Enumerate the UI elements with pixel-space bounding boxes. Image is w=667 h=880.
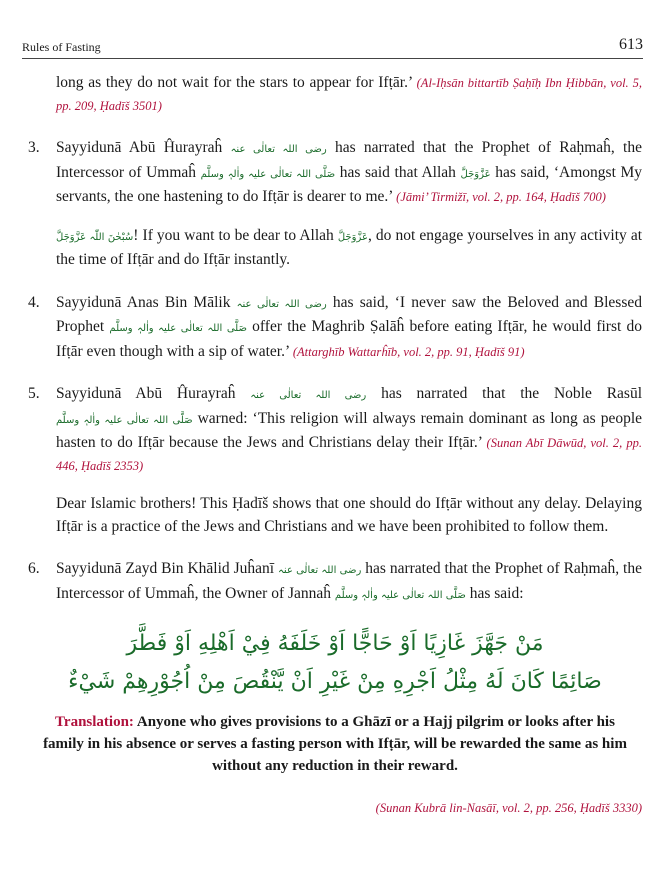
item-number: 5.	[28, 385, 40, 402]
reference: (Sunan Abī Dāwūd, vol. 2, pp. 446, Ḥadīš 2353)	[56, 436, 642, 473]
arabic-phrase: سُبْحٰنَ اللّٰہ عَزَّوَجَلَّ	[56, 231, 134, 243]
arabic-honorific: رضی اللہ تعالٰی عنہ	[230, 144, 327, 155]
translation-label: Translation:	[55, 714, 134, 730]
paragraph-text: long as they do not wait for the stars to appear for Ifṭār.’	[56, 74, 417, 91]
item-number: 6.	[28, 560, 40, 577]
numbered-item-5	[28, 383, 642, 477]
arabic-hadith-text	[28, 625, 642, 701]
numbered-item-6	[28, 558, 642, 607]
arabic-honorific: رضی اللہ تعالٰی عنہ	[236, 298, 327, 310]
translation	[38, 711, 632, 777]
arabic-line: صَائِمًا كَانَ لَهُ مِثْلُ اَجْرِهِ مِنْ غَيْرِ اَنْ يَّنْقُصَ مِنْ اُجُوْرِهِمْ شَيْءٌ	[68, 669, 602, 694]
arabic-honorific: صَلَّی اللہ تعالٰی علیہ واٰلہٖ وسلَّم	[109, 323, 247, 334]
arabic-honorific: رضی اللہ تعالٰی عنہ	[250, 390, 367, 401]
item-text: Sayyidunā Abū Ĥurayraĥ رضی اللہ تعالٰی عنہ has narrated that the Prophet of Raḥmaĥ, the Intercessor of Ummaĥ صَلَّی اللہ تعالٰی علیہ واٰلہٖ وسلَّم has said that Allah عَزَّوَجَلَّ has said, ‘Amongst My servants, the one hastening to do Ifṭār is dearer to me.’ (Jāmi’ Tirmižī, vol. 2, pp. 164, Ḥadīš 700)	[56, 139, 643, 205]
item-number: 3.	[28, 139, 40, 156]
translation-text: Anyone who gives provisions to a Ghāzī or a Hajj pilgrim or looks after his family in his absence or serves a fasting person with Ifṭār, will be rewarded the same as him without any reduction in their reward.	[43, 714, 627, 774]
commentary-paragraph: Dear Islamic brothers! This Ḥadīš shows that one should do Ifṭār without any delay. Delaying Ifṭār is a practice of the Jews and Christians and we have been prohibited to follow them.	[56, 495, 642, 535]
arabic-honorific: رضی اللہ تعالٰی عنہ	[278, 565, 362, 576]
page-content	[28, 72, 642, 820]
arabic-honorific: صَلَّی اللہ تعالٰی علیہ واٰلہٖ وسلَّم	[56, 414, 193, 426]
numbered-item-4	[28, 292, 642, 364]
item-text: Sayyidunā Abū Ĥurayraĥ رضی اللہ تعالٰی عنہ has narrated that the Noble Rasūl صَلَّی اللہ تعالٰی علیہ واٰلہٖ وسلَّم warned: ‘This religion will always remain dominant as long as people hasten to do Ifṭār because the Jews and Christians delay their Ifṭār.’ (Sunan Abī Dāwūd, vol. 2, pp. 446, Ḥadīš 2353)	[56, 385, 643, 473]
page-number: 613	[619, 36, 643, 53]
arabic-honorific: عَزَّوَجَلَّ	[460, 168, 491, 180]
source-reference: (Sunan Kubrā lin-Nasāī, vol. 2, pp. 256, Ḥadīš 3330)	[375, 801, 642, 815]
numbered-item-3	[28, 137, 642, 209]
reference: (Al-Iḥsān bittartīb Ṣaḥīḥ Ibn Ḥibbān, vol. 5, pp. 209, Ḥadīš 3501)	[56, 76, 642, 113]
item-text: Sayyidunā Anas Bin Mālik رضی اللہ تعالٰی عنہ has said, ‘I never saw the Beloved and Blessed Prophet صَلَّی اللہ تعالٰی علیہ واٰلہٖ وسلَّم offer the Maghrib Ṣalāĥ before eating Ifṭār, he would first do Ifṭār even though with a sip of water.’ (Attarghīb Wattarĥīb, vol. 2, pp. 91, Ḥadīš 91)	[56, 293, 642, 360]
arabic-honorific: صَلَّی اللہ تعالٰی علیہ واٰلہٖ وسلَّم	[200, 168, 336, 180]
running-title: Rules of Fasting	[22, 40, 101, 54]
arabic-honorific: صَلَّی اللہ تعالٰی علیہ واٰلہٖ وسلَّم	[334, 589, 466, 601]
arabic-line: مَنْ جَهَّزَ غَازِيًا اَوْ حَاجًّا اَوْ خَلَفَهُ فِيْ اَهْلِهِ اَوْ فَطَّرَ	[126, 631, 544, 656]
commentary-paragraph: سُبْحٰنَ اللّٰہ عَزَّوَجَلَّ! If you want to be dear to Allah عَزَّوَجَلَّ, do not engage yourselves in any activity at the time of Ifṭār and do Ifṭār instantly.	[56, 226, 643, 268]
reference: (Jāmi’ Tirmižī, vol. 2, pp. 164, Ḥadīš 700)	[396, 190, 606, 204]
reference: (Attarghīb Wattarĥīb, vol. 2, pp. 91, Ḥadīš 91)	[292, 344, 525, 359]
arabic-honorific: عَزَّوَجَلَّ	[337, 231, 368, 243]
page-header	[22, 36, 643, 59]
continued-paragraph	[56, 72, 642, 117]
item-text: Sayyidunā Zayd Bin Khālid Juĥanī رضی اللہ تعالٰی عنہ has narrated that the Prophet of Raḥmaĥ, the Intercessor of Ummaĥ, the Owner of Jannaĥ صَلَّی اللہ تعالٰی علیہ واٰلہٖ وسلَّم has said:	[56, 560, 642, 602]
item-number: 4.	[28, 293, 40, 311]
